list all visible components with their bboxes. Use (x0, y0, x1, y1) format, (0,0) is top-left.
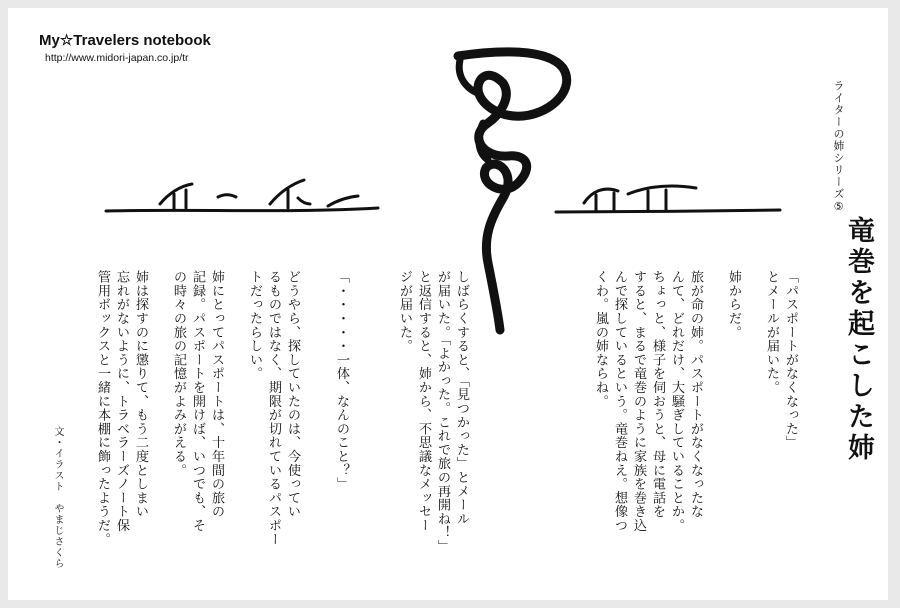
brand-url: http://www.midori-japan.co.jp/tr (45, 52, 189, 64)
body-column: トだったらしい。 (247, 270, 262, 381)
body-column: の時々の旅の記憶がよみがえる。 (171, 270, 186, 477)
body-column: 忘れがないように、トラベラーズノート保 (114, 270, 129, 533)
body-column: 姉からだ。 (726, 270, 741, 339)
left-ground-line (106, 208, 378, 211)
left-houses-drawing (160, 180, 358, 209)
body-column: と返信すると、姉から、不思議なメッセー (416, 270, 431, 533)
body-column: 「・・・・・一体、なんのこと？」 (334, 270, 349, 491)
tornado-drawing (458, 52, 567, 330)
brand-title: My☆Travelers notebook (39, 32, 211, 49)
body-column: とメールが届いた。 (764, 270, 779, 395)
body-column: 旅が命の姉。パスポートがなくなったな (688, 270, 703, 519)
body-column: るものではなく、期限が切れているパスポー (266, 270, 281, 546)
body-column: が届いた。「よかった。これで旅の再開ね！」 (435, 270, 450, 554)
body-column: しばらくすると、「見つかった」とメール (454, 270, 469, 526)
series-label: ライターの姉シリーズ⑤ (832, 80, 845, 214)
body-column: 記録。パスポートを開けば、いつでも、そ (190, 270, 205, 533)
body-column: 姉は探すのに懲りて、もう二度としまい (133, 270, 148, 519)
body-column: ジが届いた。 (397, 270, 412, 353)
body-column: ちょっと、様子を伺おうと、母に電話を (650, 270, 665, 519)
body-column: くわ。嵐の姉ならね。 (593, 270, 608, 408)
right-ground-line (556, 210, 780, 212)
body-column: 姉にとってパスポートは、十年間の旅の (209, 270, 224, 519)
body-column: 管用ボックスと一緒に本棚に飾ったようだ。 (95, 270, 110, 546)
body-column: 「パスポートがなくなった」 (783, 270, 798, 450)
body-column: どうやら、探していたのは、今使ってい (285, 270, 300, 519)
body-column: んで探しているという。竜巻ねえ。想像つ (612, 270, 627, 533)
right-houses-drawing (584, 186, 696, 211)
article-title: 竜巻を起こした姉 (843, 216, 874, 464)
author-credit: 文・イラスト やまじさくら (52, 426, 63, 569)
body-column: すると、まるで竜巻のように家族を巻き込 (631, 270, 646, 533)
notebook-page (8, 8, 888, 600)
body-column: んて、どれだけ、大騒ぎしていることか。 (669, 270, 684, 533)
